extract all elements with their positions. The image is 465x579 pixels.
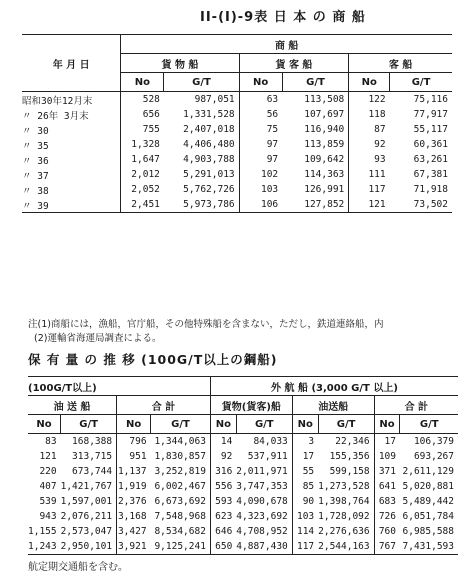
cell-count: 103	[292, 509, 318, 524]
cell-tonnage: 116,940	[304, 124, 345, 135]
cell-tonnage: 673,744	[72, 466, 113, 477]
cell-count: 528	[121, 92, 164, 108]
cell-tonnage: 2,011,971	[236, 466, 288, 477]
col-no: No	[210, 415, 236, 434]
cell-tonnage: 109,642	[304, 154, 345, 165]
cell-tonnage: 1,597,001	[60, 496, 113, 507]
cell-count: 3,427	[117, 524, 151, 539]
cell-count: 75	[239, 122, 282, 137]
col-no: No	[36, 418, 52, 430]
cell-tonnage: 599,158	[329, 466, 370, 477]
cell-tonnage: 6,051,784	[402, 511, 454, 522]
cargo-header: 貨物(貨客)船	[210, 396, 292, 415]
cell-tonnage: 2,407,018	[183, 124, 235, 135]
cell-tonnage: 77,917	[413, 109, 448, 120]
cell-count: 646	[210, 524, 236, 539]
cell-tonnage: 1,398,764	[318, 496, 370, 507]
cell-tonnage: 60,361	[413, 139, 448, 150]
cell-tonnage: 5,489,442	[402, 496, 454, 507]
row-date: 〃 38	[22, 185, 49, 197]
cell-count: 17	[374, 434, 400, 450]
cell-tonnage: 4,708,952	[236, 526, 288, 537]
row-date: 〃 39	[22, 200, 49, 212]
row-date: 〃 30	[22, 125, 49, 137]
cell-tonnage: 126,991	[304, 184, 345, 195]
cell-count: 121	[349, 197, 390, 213]
cell-tonnage: 71,918	[413, 184, 448, 195]
cell-tonnage: 4,903,788	[183, 154, 235, 165]
merchant-ships-group-header: 商 船	[121, 35, 452, 54]
cell-count: 683	[374, 494, 400, 509]
cell-tonnage: 155,356	[329, 451, 370, 462]
cell-tonnage: 2,950,101	[60, 541, 113, 552]
table-row	[28, 449, 458, 464]
table-row	[28, 494, 458, 509]
left-header: (100G/T以上)	[28, 377, 210, 396]
cell-count: 371	[374, 464, 400, 479]
table-row	[28, 479, 458, 494]
cell-tonnage: 67,381	[413, 169, 448, 180]
row-date: 〃 35	[22, 140, 49, 152]
cell-count: 1,647	[121, 152, 164, 167]
col-gt: G/T	[390, 73, 452, 92]
row-date: 〃 36	[22, 155, 49, 167]
cell-count: 121	[39, 451, 57, 462]
cell-count: 755	[121, 122, 164, 137]
cell-tonnage: 1,830,857	[154, 451, 206, 462]
table-row	[28, 539, 458, 555]
cell-count: 650	[210, 539, 236, 555]
cargo-passenger-ship-header: 貨 客 船	[239, 54, 349, 73]
merchant-ships-table	[22, 34, 452, 213]
cell-tonnage: 114,363	[304, 169, 345, 180]
footnote: 航定期交通船を含む。	[28, 562, 128, 573]
notes: 注(1)商船には，漁船，官庁船，その他特殊船を含まない，ただし，鉄道連絡船，内 (2)運輸省海運局調査による。	[28, 319, 384, 344]
cell-count: 83	[45, 436, 57, 447]
cell-count: 117	[292, 539, 318, 555]
table-row	[22, 107, 452, 122]
cell-tonnage: 168,388	[72, 436, 113, 447]
cell-count: 103	[239, 182, 282, 197]
cell-tonnage: 5,973,786	[183, 199, 235, 210]
tanker-header: 油 送 船	[53, 401, 91, 413]
cell-count: 2,376	[117, 494, 151, 509]
cell-tonnage: 313,715	[72, 451, 113, 462]
cell-tonnage: 1,344,063	[154, 436, 206, 447]
cell-count: 118	[349, 107, 390, 122]
cell-tonnage: 106,379	[413, 436, 454, 447]
cell-count: 760	[374, 524, 400, 539]
cell-tonnage: 7,431,593	[402, 541, 454, 552]
cell-count: 796	[117, 434, 151, 450]
table-row	[28, 509, 458, 524]
cell-tonnage: 987,051	[194, 94, 235, 105]
cell-count: 1,137	[117, 464, 151, 479]
cell-count: 656	[121, 107, 164, 122]
col-gt: G/T	[318, 415, 374, 434]
row-date: 昭和30年12月末	[22, 95, 93, 107]
cell-tonnage: 113,859	[304, 139, 345, 150]
cell-count: 56	[239, 107, 282, 122]
cell-count: 3	[292, 434, 318, 450]
cell-tonnage: 55,117	[413, 124, 448, 135]
cell-count: 3,168	[117, 509, 151, 524]
table-row	[22, 167, 452, 182]
cell-tonnage: 2,076,211	[60, 511, 113, 522]
cell-tonnage: 1,421,767	[60, 481, 113, 492]
col-no: No	[239, 73, 282, 92]
cell-tonnage: 1,273,528	[318, 481, 370, 492]
col-gt: G/T	[400, 415, 458, 434]
cell-count: 2,052	[121, 182, 164, 197]
cell-count: 1,328	[121, 137, 164, 152]
table-row	[28, 524, 458, 539]
cell-tonnage: 73,502	[413, 199, 448, 210]
cell-tonnage: 75,116	[413, 94, 448, 105]
cell-tonnage: 5,291,013	[183, 169, 235, 180]
cell-count: 539	[39, 496, 57, 507]
cell-count: 55	[292, 464, 318, 479]
row-date: 〃 26年 3月末	[22, 110, 89, 122]
cell-tonnage: 2,573,047	[60, 526, 113, 537]
col-gt: G/T	[164, 73, 239, 92]
cell-count: 92	[349, 137, 390, 152]
cell-count: 109	[374, 449, 400, 464]
cell-count: 93	[349, 152, 390, 167]
cell-count: 117	[349, 182, 390, 197]
table-row	[22, 182, 452, 197]
table-row	[22, 92, 452, 108]
cell-count: 1,919	[117, 479, 151, 494]
cell-count: 111	[349, 167, 390, 182]
cell-count: 63	[239, 92, 282, 108]
cell-tonnage: 113,508	[304, 94, 345, 105]
table-row	[28, 464, 458, 479]
cell-count: 97	[239, 137, 282, 152]
col-no: No	[374, 415, 400, 434]
ocean-ships-header: 外 航 船 (3,000 G/T 以上)	[210, 377, 458, 396]
cell-tonnage: 4,406,480	[183, 139, 235, 150]
row-date: 〃 37	[22, 170, 49, 182]
table-row	[22, 152, 452, 167]
col-no: No	[121, 73, 164, 92]
table-row	[22, 137, 452, 152]
cell-tonnage: 2,544,163	[318, 541, 370, 552]
cell-tonnage: 6,673,692	[154, 496, 206, 507]
col-no: No	[349, 73, 390, 92]
cell-count: 87	[349, 122, 390, 137]
page-title: II-(I)-9表 日 本 の 商 船	[200, 10, 366, 25]
cell-tonnage: 6,985,588	[402, 526, 454, 537]
cell-count: 2,451	[121, 197, 164, 213]
cell-count: 2,012	[121, 167, 164, 182]
cell-tonnage: 63,261	[413, 154, 448, 165]
table-row	[22, 197, 452, 213]
cell-count: 3,921	[117, 539, 151, 555]
cell-count: 556	[210, 479, 236, 494]
col-no: No	[292, 415, 318, 434]
col-no: No	[117, 415, 151, 434]
cell-tonnage: 693,267	[413, 451, 454, 462]
holdings-trend-table	[28, 376, 458, 555]
cell-tonnage: 6,002,467	[154, 481, 206, 492]
cell-tonnage: 3,747,353	[236, 481, 288, 492]
table-row	[28, 434, 458, 450]
cell-tonnage: 5,020,881	[402, 481, 454, 492]
cell-tonnage: 1,728,092	[318, 511, 370, 522]
cell-count: 767	[374, 539, 400, 555]
cell-count: 92	[210, 449, 236, 464]
cell-count: 14	[210, 434, 236, 450]
cell-count: 102	[239, 167, 282, 182]
cell-count: 726	[374, 509, 400, 524]
cell-tonnage: 127,852	[304, 199, 345, 210]
cell-count: 623	[210, 509, 236, 524]
cell-count: 17	[292, 449, 318, 464]
section-subtitle: 保 有 量 の 推 移 (100G/T以上の鋼船)	[28, 352, 278, 367]
cell-count: 316	[210, 464, 236, 479]
ocean-tanker-header: 油送船	[292, 396, 374, 415]
cell-tonnage: 4,323,692	[236, 511, 288, 522]
table-row	[22, 122, 452, 137]
cell-count: 943	[39, 511, 57, 522]
cell-count: 407	[39, 481, 57, 492]
cell-tonnage: 9,125,241	[154, 541, 206, 552]
cell-tonnage: 3,252,819	[154, 466, 206, 477]
cell-count: 85	[292, 479, 318, 494]
cell-count: 122	[349, 92, 390, 108]
cell-tonnage: 7,548,968	[154, 511, 206, 522]
cell-tonnage: 107,697	[304, 109, 345, 120]
year-month-day-header: 年 月 日	[22, 35, 121, 92]
cell-tonnage: 84,033	[253, 436, 288, 447]
cargo-ship-header: 貨 物 船	[121, 54, 239, 73]
cell-tonnage: 22,346	[335, 436, 370, 447]
cell-tonnage: 1,331,528	[183, 109, 235, 120]
col-gt: G/T	[282, 73, 349, 92]
total-header: 合 計	[117, 396, 211, 415]
cell-tonnage: 2,276,636	[318, 526, 370, 537]
cell-count: 220	[39, 466, 57, 477]
cell-count: 1,155	[28, 526, 57, 537]
col-gt: G/T	[151, 415, 211, 434]
cell-count: 641	[374, 479, 400, 494]
col-gt: G/T	[236, 415, 292, 434]
cell-tonnage: 5,762,726	[183, 184, 235, 195]
cell-count: 114	[292, 524, 318, 539]
ocean-total-header: 合 計	[374, 396, 458, 415]
cell-count: 106	[239, 197, 282, 213]
cell-count: 593	[210, 494, 236, 509]
passenger-ship-header: 客 船	[349, 54, 452, 73]
col-gt: G/T	[61, 415, 117, 434]
cell-tonnage: 8,534,682	[154, 526, 206, 537]
cell-count: 90	[292, 494, 318, 509]
cell-count: 1,243	[28, 541, 57, 552]
cell-tonnage: 4,090,678	[236, 496, 288, 507]
cell-count: 97	[239, 152, 282, 167]
cell-tonnage: 4,887,430	[236, 541, 288, 552]
cell-tonnage: 537,911	[247, 451, 288, 462]
cell-tonnage: 2,611,129	[402, 466, 454, 477]
cell-count: 951	[117, 449, 151, 464]
